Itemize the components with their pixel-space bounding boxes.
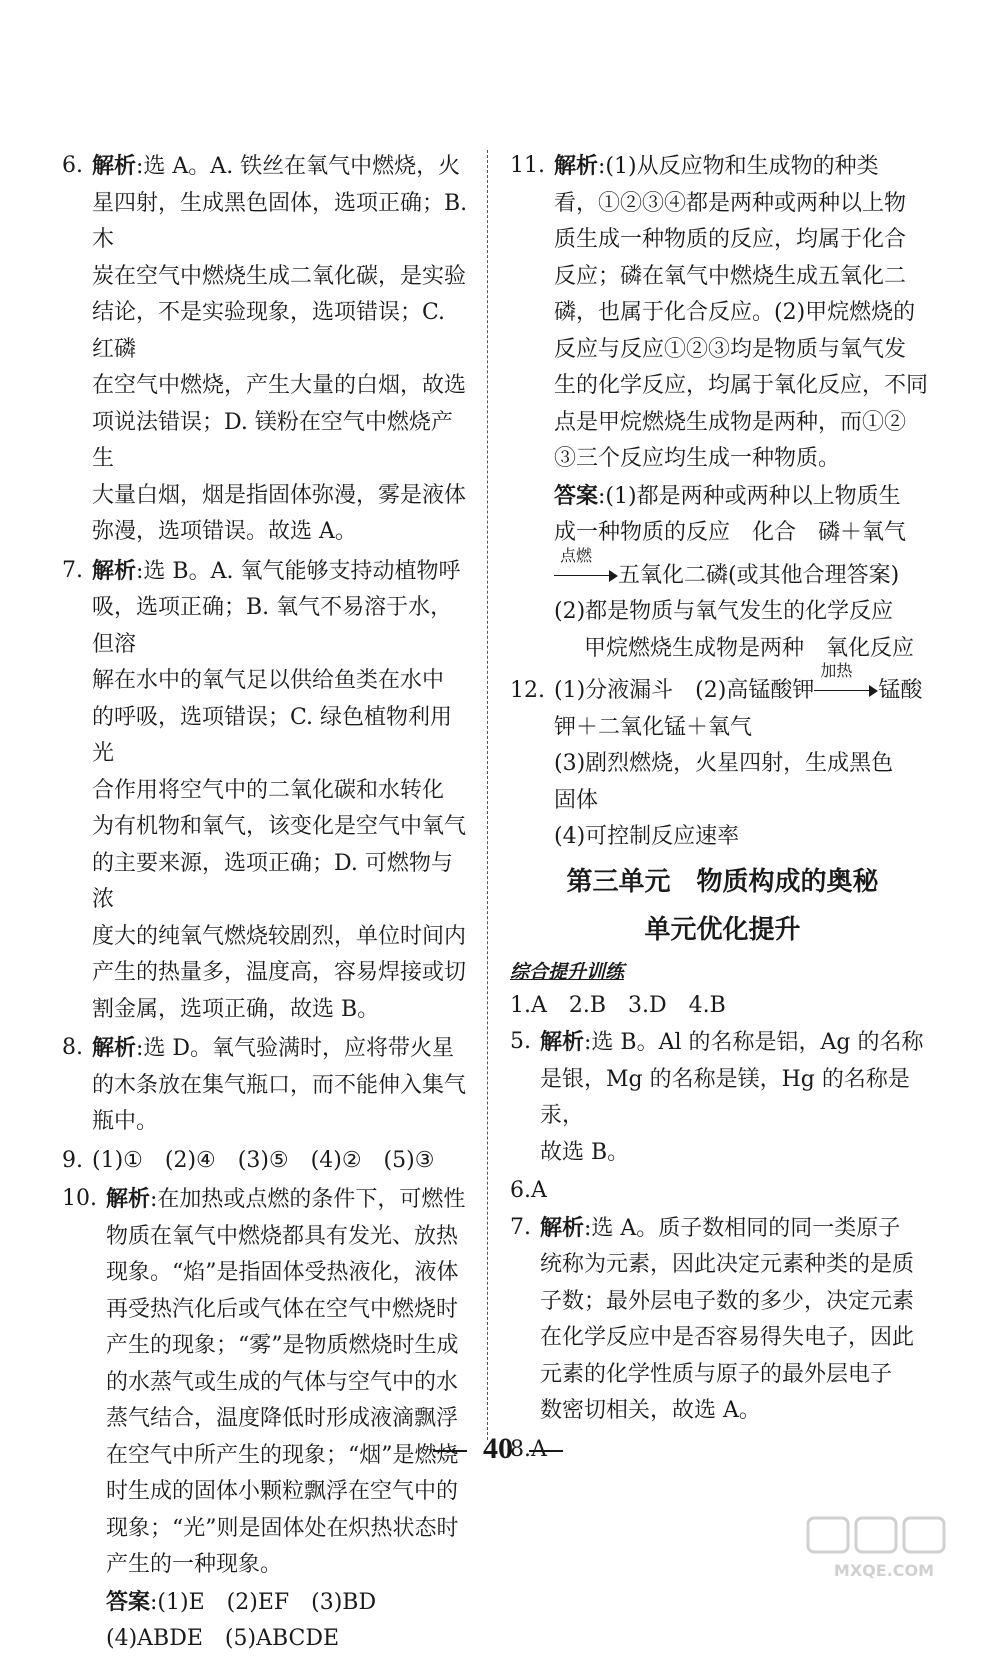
text-line: 是银，Mg 的名称是镁，Hg 的名称是汞， (540, 1066, 910, 1128)
section-title: 综合提升训练 (510, 960, 625, 983)
text-line: 解在水中的氧气足以供给鱼类在水中 (92, 668, 445, 693)
watermark-logo-icon (804, 1514, 964, 1584)
text-line: 产生的现象；“雾”是物质燃烧时生成 (106, 1333, 459, 1358)
page-number: 40 (483, 1432, 513, 1465)
text-line: 固体 (554, 787, 599, 813)
answer-item-9 (62, 1143, 472, 1180)
text-line: :选 A。A. 铁丝在氧气中燃烧，火 (136, 154, 461, 179)
text-line: :选 D。氧气验满时，应将带火星 (136, 1036, 455, 1061)
analysis-label: 解析 (92, 557, 137, 584)
text-line: :选 B。A. 氧气能够支持动植物呼 (136, 558, 461, 584)
page-footer (0, 1432, 996, 1466)
text-line: 割金属，选项正确，故选 B。 (92, 996, 380, 1022)
text-line: 项说法错误；D. 镁粉在空气中燃烧产生 (92, 409, 453, 471)
analysis-label: 解析 (106, 1186, 151, 1212)
reaction-condition: 加热 (820, 661, 853, 680)
text-line: 物质在氧气中燃烧都具有发光、放热 (106, 1223, 459, 1249)
text-line: 产生的一种现象。 (106, 1552, 283, 1577)
text-line: 甲烷燃烧生成物是两种 氧化反应 (584, 635, 915, 661)
item-number: 5. (510, 1029, 531, 1054)
unit-title: 第三单元 物质构成的奥秘 (566, 866, 879, 897)
text-line: (4)可控制反应速率 (554, 824, 740, 849)
item-number: 12. (510, 678, 545, 703)
text-line: (2)都是物质与氧气发生的化学反应 (554, 599, 894, 624)
text-line: 钾＋二氧化锰＋氧气 (554, 714, 753, 740)
answer-label: 答案 (106, 1588, 151, 1615)
analysis-label: 解析 (540, 1214, 585, 1241)
answer-label: 答案 (554, 482, 599, 509)
reaction-condition: 点燃 (560, 545, 593, 565)
answer-item-5 (510, 1024, 935, 1171)
answer-item-8 (62, 1030, 472, 1141)
text-line: 现象；“光”则是固体处在炽热状态时 (106, 1515, 459, 1541)
analysis-label: 解析 (92, 153, 137, 179)
item-number: 8. (62, 1035, 83, 1060)
answer-8: 8.A (510, 1436, 547, 1462)
text-line: 的水蒸气或生成的气体与空气中的水 (106, 1369, 459, 1395)
text-line: :(1)都是两种或两种以上物质生 (598, 483, 901, 509)
text-line: (1)分液漏斗 (2)高锰酸钾 (554, 678, 815, 703)
footer-dash (433, 1450, 467, 1452)
text-line: 现象。“焰”是指固体受热液化，液体 (106, 1260, 459, 1285)
reaction-arrow-icon (554, 545, 618, 583)
text-line: 大量白烟，烟是指固体弥漫，雾是液体 (92, 482, 467, 508)
answer-item-12 (510, 661, 935, 856)
analysis-label: 解析 (92, 1035, 137, 1061)
text-line: :选 B。Al 的名称是铝，Ag 的名称 (584, 1030, 924, 1055)
text-line: 看，①②③④都是两种或两种以上物 (554, 190, 907, 216)
text-line: 蒸气结合，温度降低时形成液滴飘浮 (106, 1406, 459, 1431)
text-line: 再受热汽化后或气体在空气中燃烧时 (106, 1296, 459, 1322)
item-number: 11. (510, 153, 545, 178)
text-line: :选 A。质子数相同的同一类原子 (584, 1215, 901, 1241)
item-number: 7. (510, 1214, 531, 1240)
text-line: 时生成的固体小颗粒飘浮在空气中的 (106, 1479, 459, 1504)
answer-item-6 (62, 148, 472, 551)
text-line: 统称为元素，因此决定元素种类的是质 (540, 1252, 915, 1277)
text-line: :在加热或点燃的条件下，可燃性 (150, 1187, 466, 1212)
text-line: 弥漫，选项错误。故选 A。 (92, 519, 357, 544)
answer-item-7 (510, 1210, 935, 1430)
text-line: 的木条放在集气瓶口，而不能伸入集气 (92, 1072, 467, 1098)
footer-dash (529, 1450, 563, 1452)
answer-6: 6.A (510, 1178, 547, 1203)
text-line: 结论，不是实验现象，选项错误；C. 红磷 (92, 300, 446, 362)
text-line: 合作用将空气中的二氧化碳和水转化 (92, 777, 445, 803)
text-line: ③三个反应均生成一种物质。 (554, 446, 841, 471)
analysis-label: 解析 (554, 153, 599, 179)
text-line: 瓶中。 (92, 1109, 159, 1134)
text-line: 锰酸 (878, 678, 923, 703)
text-line: 在化学反应中是否容易得失电子，因此 (540, 1325, 915, 1350)
item-number: 10. (62, 1186, 97, 1211)
text-line: 的主要来源，选项正确；D. 可燃物与浓 (92, 850, 453, 912)
svg-text:MXQE.COM: MXQE.COM (833, 1561, 935, 1580)
text-line: 五氧化二磷(或其他合理答案) (618, 562, 900, 588)
text-line: 产生的热量多，温度高，容易焊接或切 (92, 960, 467, 985)
text-line: 度大的纯氧气燃烧较剧烈，单位时间内 (92, 923, 467, 949)
text-line: 子数；最外层电子数的多少，决定元素 (540, 1288, 915, 1314)
answer-item-7 (62, 553, 472, 1029)
text-line: 生的化学反应，均属于氧化反应，不同 (554, 373, 929, 398)
reaction-arrow-icon (814, 661, 878, 698)
text-line: :(1)E (2)EF (3)BD (150, 1589, 377, 1615)
item-number: 7. (62, 557, 83, 583)
text-line: 故选 B。 (540, 1139, 630, 1165)
text-line: 成一种物质的反应 化合 磷＋氧气 (554, 520, 907, 545)
unit-subtitle: 单元优化提升 (644, 914, 801, 945)
answer-item-11 (510, 148, 935, 667)
text-line: 星四射，生成黑色固体，选项正确；B. 木 (92, 190, 468, 252)
analysis-label: 解析 (540, 1029, 585, 1055)
text-line: 炭在空气中燃烧生成二氧化碳，是实验 (92, 263, 467, 289)
text-line: 磷，也属于化合反应。(2)甲烷燃烧的 (554, 300, 916, 325)
text-line: 的呼吸，选项错误；C. 绿色植物利用光 (92, 704, 453, 766)
text-line: 为有机物和氧气，该变化是空气中氧气 (92, 814, 467, 839)
text-line: (4)ABDE (5)ABCDE (106, 1626, 340, 1651)
text-line: (3)剧烈燃烧，火星四射，生成黑色 (554, 751, 894, 776)
item-number: 6. (62, 153, 83, 178)
text-line: 在空气中燃烧，产生大量的白烟，故选 (92, 373, 467, 398)
text-line: 点是甲烷燃烧生成物是两种，而①② (554, 409, 907, 435)
answer-item-10 (62, 1181, 472, 1658)
text-line: 数密切相关，故选 A。 (540, 1398, 761, 1423)
right-column (510, 148, 935, 1468)
text-line: (1)① (2)④ (3)⑤ (4)② (5)③ (92, 1147, 435, 1173)
text-line: 反应；磷在氧气中燃烧生成五氧化二 (554, 263, 907, 289)
answers-1-4: 1.A 2.B 3.D 4.B (510, 992, 726, 1018)
column-divider (487, 150, 488, 1440)
text-line: 吸，选项正确；B. 氧气不易溶于水，但溶 (92, 595, 453, 657)
text-line: :(1)从反应物和生成物的种类 (598, 154, 879, 179)
item-number: 9. (62, 1147, 83, 1173)
text-line: 在空气中所产生的现象；“烟”是燃烧 (106, 1442, 459, 1468)
text-line: 反应与反应①②③均是物质与氧气发 (554, 336, 907, 362)
text-line: 质生成一种物质的反应，均属于化合 (554, 227, 907, 252)
text-line: 元素的化学性质与原子的最外层电子 (540, 1361, 893, 1387)
